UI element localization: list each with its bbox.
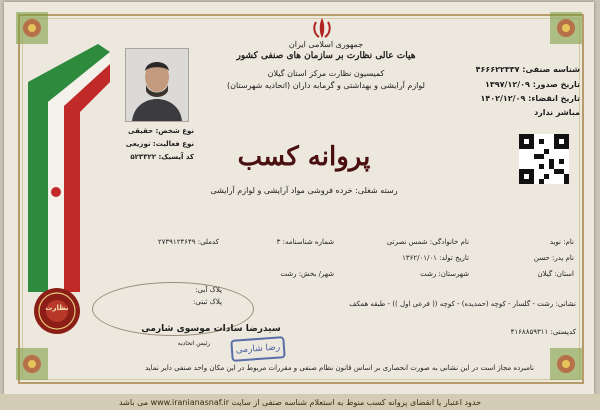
isic-code: کد آیسیک: ۵۲۳۳۲۲ (130, 153, 194, 161)
iran-flag-ribbon-icon (18, 42, 113, 302)
commission-line: کمیسیون نظارت مرکز استان گیلان (267, 69, 385, 78)
footer-text: حدود اعتبار یا انقضای پروانه کسب منوط به استعلام شناسه صنفی از سایت www.iranianasnaf.ir می باشد (118, 397, 482, 407)
family-name: نام خانوادگی: شمس نصرتی (386, 238, 469, 246)
id-number: شماره شناسنامه: ۳ (276, 238, 334, 246)
legal-footnote: نامبرده مجاز است در این نشانی به صورت انحصاری بر اساس قانون نظام صنفی و مقررات مربوط در این مکان واحد صنفی دایر نماید (145, 364, 534, 372)
national-emblem-icon (311, 16, 333, 40)
business-field: رسته شغلی: خرده فروشی مواد آرایشی و لوازم آرایشی (210, 186, 398, 195)
signature-stamp (230, 336, 285, 362)
corner-ornament-icon (548, 346, 584, 382)
union-line: لوازم آرایشی و بهداشتی و گرمابه داران (اتحادیه شهرستان) (227, 81, 425, 90)
corner-ornament-icon (14, 10, 50, 46)
footer-validity-note (0, 394, 600, 410)
registered-plate: پلاک ثبتی: (193, 298, 222, 306)
official-seal-icon (32, 286, 82, 336)
blue-plate: پلاک آبی: (195, 286, 222, 294)
holder-photo (125, 48, 189, 122)
issue-date: تاریخ صدور: ۱۳۹۷/۱۲/۰۹ (485, 80, 580, 89)
postal-code: کدپستی: ۴۱۶۸۸۵۹۳۱۱ (510, 328, 576, 336)
council-line: هیات عالی نظارت بر سازمان های صنفی کشور (236, 51, 416, 61)
city: شهرستان: رشت (420, 270, 469, 278)
agent-note: مباشر ندارد (534, 108, 580, 117)
birth-date: تاریخ تولد: ۱۳۶۲/۰۱/۰۱ (402, 254, 469, 262)
corner-ornament-icon (548, 10, 584, 46)
signatory-name: سیدرضا سادات موسوی شارمی (141, 324, 281, 334)
certificate-paper (4, 2, 594, 394)
national-code: کدملی: ۲۷۳۹۱۲۴۶۴۹ (157, 238, 219, 246)
seal-text: نظارت (45, 304, 69, 312)
guild-id: شناسه صنفی: ۴۶۶۶۲۲۳۳۷ (475, 65, 580, 74)
person-type: نوع شخص: حقیقی (127, 127, 194, 135)
address: نشانی: رشت - گلسار - کوچه (حمدیده) - کوچه (( فرعی اول )) - طبقه همکف (349, 300, 576, 308)
district: شهر/ بخش: رشت (280, 270, 334, 278)
first-name: نام: نوید (549, 238, 574, 246)
corner-ornament-icon (14, 346, 50, 382)
province: استان: گیلان (537, 270, 574, 278)
qr-code-icon (519, 134, 569, 184)
expiry-date: تاریخ انقضاء: ۱۴۰۲/۱۲/۰۹ (480, 94, 580, 103)
signature-stamp-text: رضا شارمی (235, 342, 281, 356)
republic-line: جمهوری اسلامی ایران (288, 40, 364, 49)
signatory-role: رئیس اتحادیه (177, 340, 211, 347)
activity-type: نوع فعالیت: توزیعی (125, 140, 194, 148)
page-title: پروانه کسب (237, 142, 371, 172)
father-name: نام پدر: حسن (533, 254, 574, 262)
